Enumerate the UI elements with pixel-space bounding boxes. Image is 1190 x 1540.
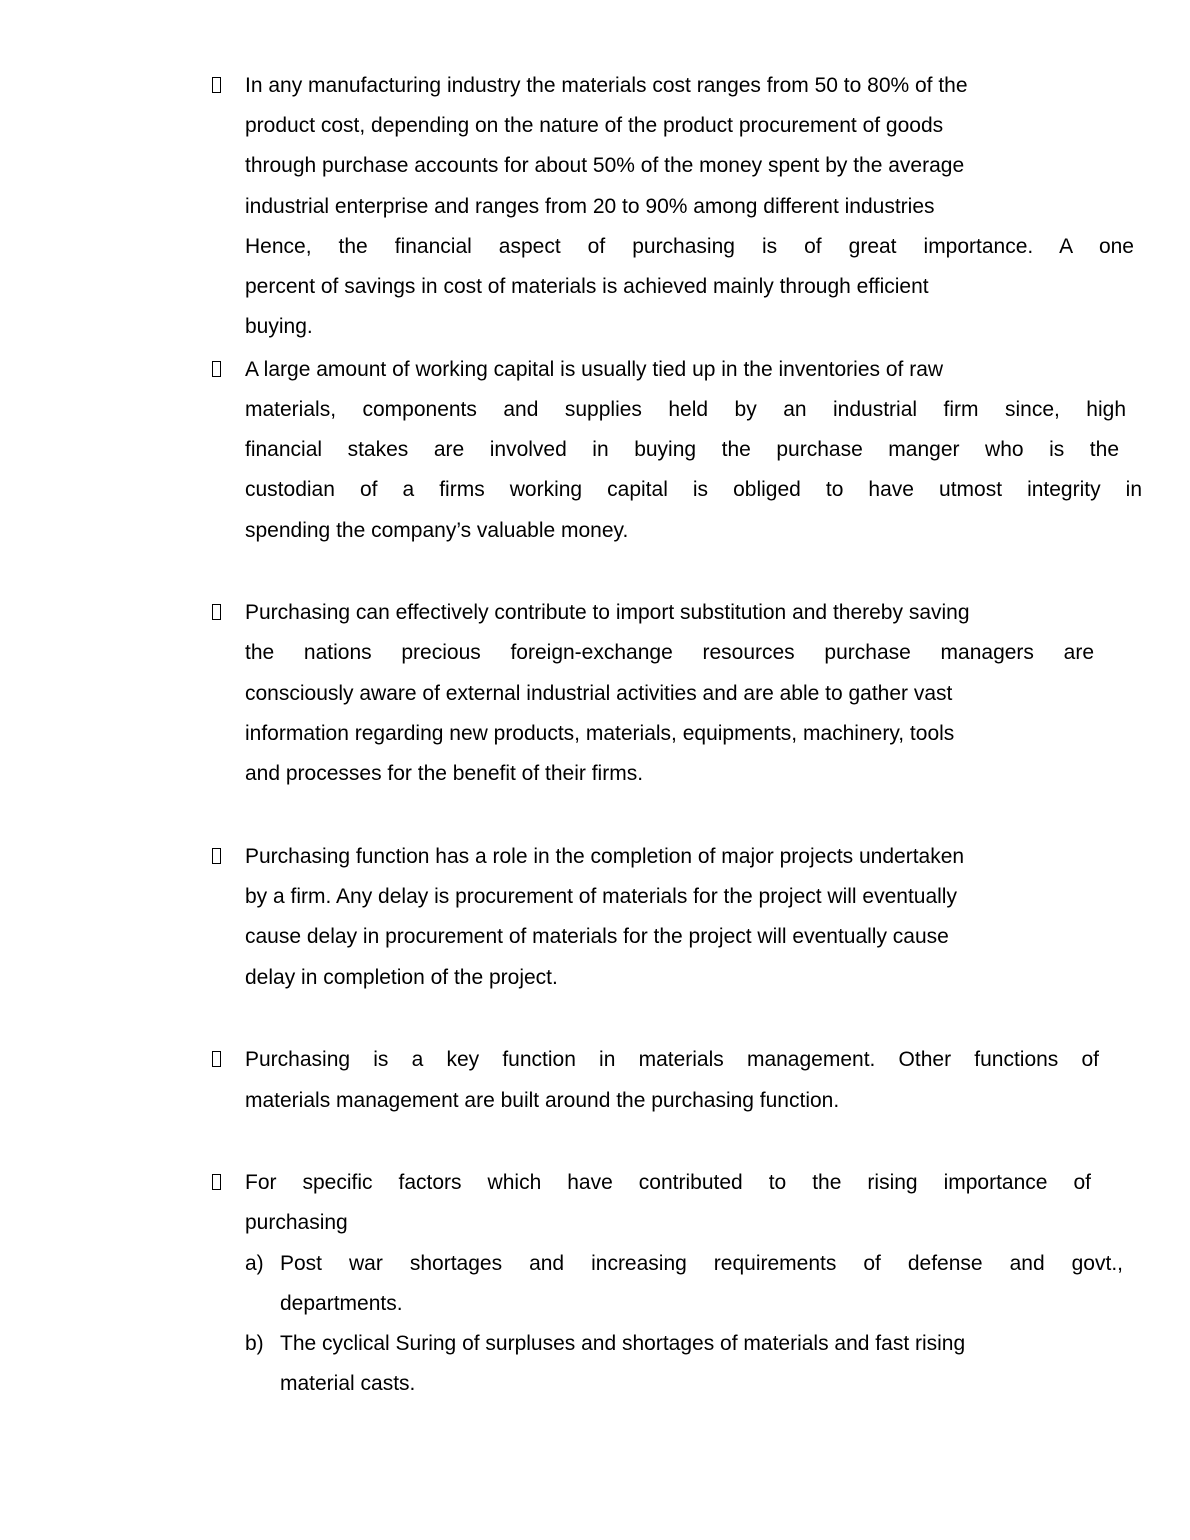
paragraph-line: purchasing xyxy=(245,1211,348,1234)
paragraph-line: industrial enterprise and ranges from 20 to 90% among different industries xyxy=(245,195,935,218)
paragraph-line: Purchasing is a key function in materials management. Other functions of xyxy=(245,1048,1099,1071)
paragraph-line: consciously aware of external industrial activities and are able to gather vast xyxy=(245,682,953,705)
paragraph-line: Purchasing can effectively contribute to import substitution and thereby saving xyxy=(245,601,970,624)
subitem-line: The cyclical Suring of surpluses and shortages of materials and fast rising xyxy=(280,1332,966,1355)
paragraph-line: buying. xyxy=(245,315,313,338)
bullet-marker xyxy=(212,350,234,390)
paragraph-line: delay in completion of the project. xyxy=(245,966,558,989)
subitem-line: departments. xyxy=(280,1292,403,1315)
paragraph-line: A large amount of working capital is usually tied up in the inventories of raw xyxy=(245,358,944,381)
subitem-line: material casts. xyxy=(280,1372,416,1395)
bullet-marker xyxy=(212,1040,234,1080)
paragraph-line: Purchasing function has a role in the completion of major projects undertaken xyxy=(245,845,965,868)
paragraph-line: cause delay in procurement of materials for the project will eventually cause xyxy=(245,925,949,948)
paragraph-line: materials management are built around the purchasing function. xyxy=(245,1089,840,1112)
paragraph-line: custodian of a firms working capital is obliged to have utmost integrity in xyxy=(245,478,1142,501)
bullet-marker xyxy=(212,66,234,106)
paragraph-line: materials, components and supplies held by an industrial firm since, high xyxy=(245,398,1126,421)
paragraph-line: through purchase accounts for about 50% of the money spent by the average xyxy=(245,154,965,177)
paragraph-line: In any manufacturing industry the materials cost ranges from 50 to 80% of the xyxy=(245,74,968,97)
paragraph-line: Hence, the financial aspect of purchasing is of great importance. A one xyxy=(245,235,1134,258)
list-marker-b: b) xyxy=(245,1332,264,1355)
list-marker-a: a) xyxy=(245,1252,264,1275)
paragraph-line: For specific factors which have contributed to the rising importance of xyxy=(245,1171,1091,1194)
paragraph-line: information regarding new products, materials, equipments, machinery, tools xyxy=(245,722,955,745)
paragraph-line: product cost, depending on the nature of the product procurement of goods xyxy=(245,114,944,137)
paragraph-line: by a firm. Any delay is procurement of materials for the project will eventually xyxy=(245,885,957,908)
bullet-marker xyxy=(212,837,234,877)
bullet-marker xyxy=(212,1163,234,1203)
paragraph-line: percent of savings in cost of materials is achieved mainly through efficient xyxy=(245,275,929,298)
bullet-marker xyxy=(212,593,234,633)
subitem-line: Post war shortages and increasing requirements of defense and govt., xyxy=(280,1252,1123,1275)
paragraph-line: the nations precious foreign-exchange resources purchase managers are xyxy=(245,641,1094,664)
paragraph-line: spending the company’s valuable money. xyxy=(245,519,629,542)
paragraph-line: and processes for the benefit of their firms. xyxy=(245,762,644,785)
paragraph-line: financial stakes are involved in buying the purchase manger who is the xyxy=(245,438,1119,461)
